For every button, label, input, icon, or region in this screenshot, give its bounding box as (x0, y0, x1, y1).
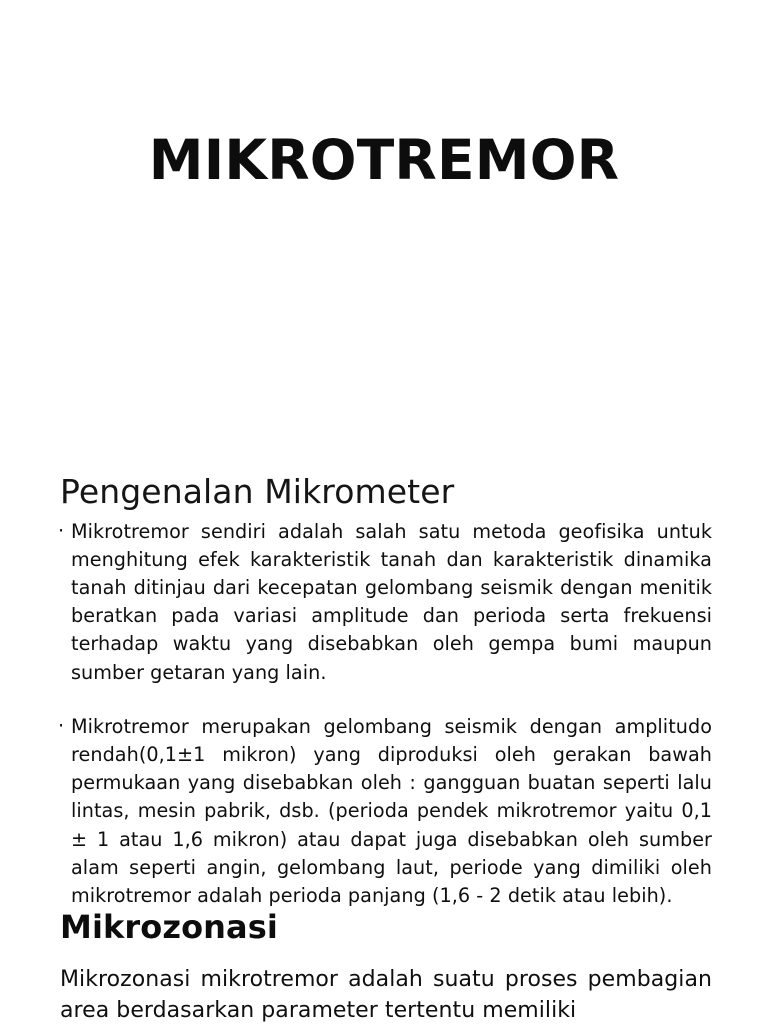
list-item: · Mikrotremor sendiri adalah salah satu metoda geofisika untuk menghitung efek karakteristik tanah dan karakteristik dinamika tanah ditinjau dari kecepatan gelombang seismik dengan menitik beratkan pada variasi amplitude dan perioda serta frekuensi terhadap waktu yang disebabkan oleh gempa bumi maupun sumber getaran yang lain. (58, 518, 712, 687)
bullet-list (58, 518, 712, 911)
page-title: MIKROTREMOR (148, 127, 620, 192)
section-two-paragraph: Mikrozonasi mikrotremor adalah suatu proses pembagian area berdasarkan parameter tertentu memiliki (60, 967, 712, 1024)
section-two-heading: Mikrozonasi (60, 908, 278, 946)
list-item: · Mikrotremor merupakan gelombang seismik dengan amplitudo rendah(0,1±1 mikron) yang diproduksi oleh gerakan bawah permukaan yang disebabkan oleh : gangguan buatan seperti lalu lintas, mesin pabrik, dsb. (perioda pendek mikrotremor yaitu 0,1 ± 1 atau 1,6 mikron) atau dapat juga disebabkan oleh sumber alam seperti angin, gelombang laut, periode yang dimiliki oleh mikrotremor adalah perioda panjang (1,6 - 2 detik atau lebih). (58, 713, 712, 910)
section-one (58, 472, 712, 910)
section-one-heading: Pengenalan Mikrometer (60, 472, 455, 511)
section-two (58, 908, 712, 1024)
